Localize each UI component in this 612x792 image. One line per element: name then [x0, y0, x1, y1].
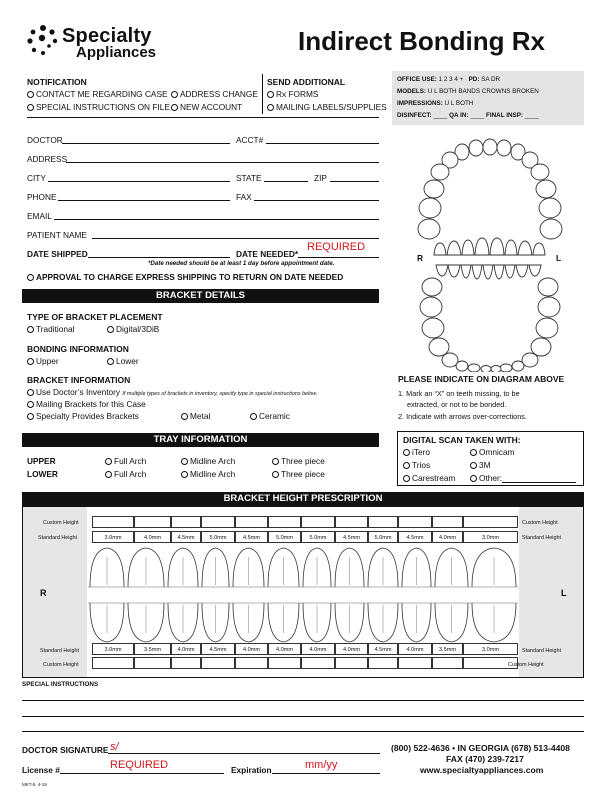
address-label: ADDRESS	[27, 154, 68, 164]
standard-height-cell: 4.0mm	[301, 643, 335, 655]
ceramic-option[interactable]: Ceramic	[250, 411, 290, 421]
special-instructions-line-3[interactable]	[22, 731, 584, 732]
fax-field[interactable]	[254, 200, 379, 201]
radio-circle[interactable]	[27, 104, 34, 111]
metal-option[interactable]: Metal	[181, 411, 210, 421]
license-value: REQUIRED	[110, 759, 169, 771]
radio-circle[interactable]	[105, 471, 112, 478]
diagram-instruction-1b: extracted, or not to be bonded.	[407, 400, 507, 409]
upper-midline-option[interactable]: Midline Arch	[181, 456, 235, 466]
scan-omnicam-option[interactable]: Omnicam	[470, 447, 515, 457]
lower-full-arch-option[interactable]: Full Arch	[105, 469, 146, 479]
radio-circle[interactable]	[272, 458, 279, 465]
date-shipped-field[interactable]	[88, 257, 230, 258]
lower-custom-height-left: Custom Height	[43, 662, 79, 668]
radio-circle[interactable]	[403, 475, 410, 482]
custom-height-cell[interactable]	[92, 657, 134, 669]
standard-height-cell: 3.0mm	[92, 531, 134, 543]
city-label: CITY	[27, 173, 46, 183]
standard-height-cell: 4.5mm	[368, 643, 398, 655]
upper-three-piece-option[interactable]: Three piece	[272, 456, 325, 466]
bracket-details-bar: BRACKET DETAILS	[22, 289, 379, 303]
standard-height-cell: 5.0mm	[368, 531, 398, 543]
radio-circle[interactable]	[107, 326, 114, 333]
standard-height-cell: 4.0mm	[134, 531, 171, 543]
tray-info-bar: TRAY INFORMATION	[22, 433, 379, 447]
custom-height-cell[interactable]	[432, 516, 463, 528]
expiration-field[interactable]	[272, 773, 380, 774]
diagram-instruction-1: 1. Mark an “X” on teeth missing, to be	[398, 389, 520, 398]
radio-circle[interactable]	[27, 389, 34, 396]
send-mailing-option[interactable]: MAILING LABELS/SUPPLIES	[267, 102, 387, 112]
standard-height-cell: 4.5mm	[335, 531, 368, 543]
divider	[262, 74, 263, 114]
state-label: STATE	[236, 173, 262, 183]
standard-height-cell: 3.5mm	[134, 643, 171, 655]
custom-height-cell[interactable]	[463, 657, 518, 669]
radio-circle[interactable]	[403, 449, 410, 456]
acct-field[interactable]	[266, 143, 379, 144]
standard-height-cell: 5.0mm	[301, 531, 335, 543]
radio-circle[interactable]	[403, 462, 410, 469]
expiration-value: mm/yy	[305, 759, 338, 771]
doctor-label: DOCTOR	[27, 135, 63, 145]
date-needed-value: REQUIRED	[307, 241, 366, 253]
upper-custom-height-left: Custom Height	[43, 520, 79, 526]
doctor-signature-label: DOCTOR SIGNATURE	[22, 745, 109, 755]
state-field[interactable]	[264, 181, 308, 182]
email-label: EMAIL	[27, 211, 52, 221]
radio-circle[interactable]	[27, 358, 34, 365]
office-use-box: OFFICE USE: 1 2 3 4 + PD: SA DR MODELS: U L BOTH BANDS CROWNS BROKEN IMPRESSIONS: U L BOTH DISINFECT: ____ QA IN: ____ FINAL INSP: ____	[392, 71, 584, 125]
form-code: MKT-5, 4-19	[22, 782, 47, 787]
standard-height-cell: 4.5mm	[171, 531, 201, 543]
scan-carestream-option[interactable]: Carestream	[403, 473, 455, 483]
special-instructions-line-2[interactable]	[22, 716, 584, 717]
diagram-r-label: R	[417, 253, 423, 263]
date-shipped-label: DATE SHIPPED	[27, 249, 88, 259]
radio-circle[interactable]	[250, 413, 257, 420]
lower-three-piece-option[interactable]: Three piece	[272, 469, 325, 479]
radio-circle[interactable]	[107, 358, 114, 365]
custom-height-cell[interactable]	[134, 657, 171, 669]
date-needed-field[interactable]	[298, 257, 379, 258]
tray-upper-label: UPPER	[27, 456, 56, 466]
radio-circle[interactable]	[272, 471, 279, 478]
radio-circle[interactable]	[27, 401, 34, 408]
logo-line2: Appliances	[76, 44, 157, 61]
custom-height-cell[interactable]	[201, 516, 235, 528]
custom-height-cell[interactable]	[235, 657, 268, 669]
scan-trios-option[interactable]: Trios	[403, 460, 430, 470]
standard-height-cell: 3.0mm	[463, 643, 518, 655]
zip-field[interactable]	[330, 181, 379, 182]
standard-height-cell: 4.0mm	[398, 643, 432, 655]
doctor-field[interactable]	[62, 143, 230, 144]
upper-arch	[418, 139, 562, 239]
bracket-height-bar: BRACKET HEIGHT PRESCRIPTION	[22, 492, 584, 506]
upper-custom-height-right: Custom Height	[522, 520, 558, 526]
radio-circle[interactable]	[27, 274, 34, 281]
contact-website[interactable]: www.specialtyappliances.com	[420, 765, 544, 775]
custom-height-cell[interactable]	[268, 516, 301, 528]
special-instructions-line-1[interactable]	[22, 700, 584, 701]
doctor-signature-field[interactable]	[108, 753, 380, 754]
custom-height-cell[interactable]	[301, 516, 335, 528]
radio-circle[interactable]	[171, 91, 178, 98]
custom-height-cell[interactable]	[235, 516, 268, 528]
custom-height-cell[interactable]	[335, 516, 368, 528]
standard-height-cell: 4.0mm	[268, 643, 301, 655]
standard-height-cell: 4.0mm	[432, 531, 463, 543]
expiration-label: Expiration	[231, 765, 272, 775]
diagram-l-label: L	[556, 253, 562, 263]
acct-label: ACCT#	[236, 135, 264, 145]
scan-itero-option[interactable]: iTero	[403, 447, 430, 457]
height-r-label: R	[40, 588, 47, 598]
teeth-profile-drawing	[88, 545, 518, 645]
custom-height-cell[interactable]	[398, 657, 432, 669]
notify-address-option[interactable]: ADDRESS CHANGE	[171, 89, 258, 99]
radio-circle[interactable]	[181, 458, 188, 465]
contact-phone: (800) 522-4636 • IN GEORGIA (678) 513-4408	[391, 743, 570, 753]
standard-height-cell: 3.0mm	[463, 531, 518, 543]
standard-height-cell: 4.5mm	[201, 643, 235, 655]
radio-circle[interactable]	[27, 91, 34, 98]
custom-height-cell[interactable]	[301, 657, 335, 669]
digital-scan-heading: DIGITAL SCAN TAKEN WITH:	[403, 435, 521, 445]
custom-height-cell[interactable]	[171, 516, 201, 528]
tooth-crowns	[90, 548, 516, 642]
custom-height-cell[interactable]	[398, 516, 432, 528]
diagram-heading: PLEASE INDICATE ON DIAGRAM ABOVE	[398, 374, 565, 384]
placement-traditional-option[interactable]: Traditional	[27, 324, 74, 334]
lower-midline-option[interactable]: Midline Arch	[181, 469, 235, 479]
lower-standard-height-right: Standard Height	[522, 648, 561, 654]
standard-height-cell: 5.0mm	[201, 531, 235, 543]
patient-field[interactable]	[92, 238, 379, 239]
notify-special-option[interactable]: SPECIAL INSTRUCTIONS ON FILE	[27, 102, 170, 112]
phone-label: PHONE	[27, 192, 57, 202]
radio-circle[interactable]	[470, 462, 477, 469]
scan-other-option[interactable]: Other:	[470, 473, 502, 483]
logo-dots-icon	[27, 24, 59, 56]
specialty-provides-option[interactable]: Specialty Provides Brackets	[27, 411, 139, 421]
divider	[27, 117, 379, 118]
radio-circle[interactable]	[27, 326, 34, 333]
email-field[interactable]	[54, 219, 379, 220]
patient-label: PATIENT NAME	[27, 230, 87, 240]
custom-height-cell[interactable]	[201, 657, 235, 669]
upper-standard-height-left: Standard Height	[38, 535, 77, 541]
inventory-note: If multiple types of brackets in inventory, specify type in special instructions below.	[122, 391, 318, 397]
standard-height-cell: 3.0mm	[92, 643, 134, 655]
send-additional-heading: SEND ADDITIONAL	[267, 77, 346, 87]
license-field[interactable]	[60, 773, 224, 774]
placement-heading: TYPE OF BRACKET PLACEMENT	[27, 312, 163, 322]
notify-new-account-option[interactable]: NEW ACCOUNT	[171, 102, 242, 112]
digital-scan-box	[397, 431, 584, 486]
bracket-info-heading: BRACKET INFORMATION	[27, 375, 131, 385]
contact-fax: FAX (470) 239-7217	[446, 754, 524, 764]
date-note: *Date needed should be at least 1 day before appointment date.	[148, 260, 335, 267]
lower-front-teeth	[436, 265, 541, 279]
notification-heading: NOTIFICATION	[27, 77, 87, 87]
use-inventory-option[interactable]: Use Doctor’s Inventory If multiple types of brackets in inventory, specify type in special instructions below.	[27, 387, 317, 397]
address-field[interactable]	[66, 162, 379, 163]
phone-field[interactable]	[58, 200, 230, 201]
custom-height-cell[interactable]	[92, 516, 134, 528]
radio-circle[interactable]	[470, 475, 477, 482]
logo-line1: Specialty	[62, 25, 152, 47]
standard-height-cell: 5.0mm	[268, 531, 301, 543]
height-l-label: L	[561, 588, 567, 598]
notify-contact-option[interactable]: CONTACT ME REGARDING CASE	[27, 89, 168, 99]
standard-height-cell: 4.0mm	[235, 643, 268, 655]
scan-3m-option[interactable]: 3M	[470, 460, 491, 470]
radio-circle[interactable]	[27, 413, 34, 420]
approval-option[interactable]: APPROVAL TO CHARGE EXPRESS SHIPPING TO RETURN ON DATE NEEDED	[27, 272, 343, 282]
radio-circle[interactable]	[171, 104, 178, 111]
custom-height-cell[interactable]	[268, 657, 301, 669]
teeth-diagram[interactable]	[410, 137, 570, 372]
standard-height-cell: 4.5mm	[235, 531, 268, 543]
lower-custom-height-right: Custom Height	[508, 662, 544, 668]
radio-circle[interactable]	[267, 104, 274, 111]
standard-height-cell: 4.0mm	[335, 643, 368, 655]
doctor-signature-value: s/	[110, 741, 119, 753]
scan-other-field[interactable]	[502, 482, 576, 483]
custom-height-cell[interactable]	[335, 657, 368, 669]
standard-height-cell: 3.5mm	[432, 643, 463, 655]
radio-circle[interactable]	[470, 449, 477, 456]
standard-height-cell: 4.5mm	[398, 531, 432, 543]
bonding-heading: BONDING INFORMATION	[27, 344, 129, 354]
special-instructions-label: SPECIAL INSTRUCTIONS	[22, 681, 99, 688]
upper-standard-height-right: Standard Height	[522, 535, 561, 541]
mailing-brackets-option[interactable]: Mailing Brackets for this Case	[27, 399, 146, 409]
custom-height-cell[interactable]	[463, 516, 518, 528]
date-needed-label: DATE NEEDED*	[236, 249, 299, 259]
lower-standard-height-left: Standard Height	[40, 648, 79, 654]
zip-label: ZIP	[314, 173, 327, 183]
bonding-lower-option[interactable]: Lower	[107, 356, 139, 366]
custom-height-cell[interactable]	[432, 657, 463, 669]
diagram-instruction-2: 2. Indicate with arrows over-corrections.	[398, 412, 527, 421]
custom-height-cell[interactable]	[171, 657, 201, 669]
custom-height-cell[interactable]	[134, 516, 171, 528]
standard-height-cell: 4.0mm	[171, 643, 201, 655]
upper-full-arch-option[interactable]: Full Arch	[105, 456, 146, 466]
radio-circle[interactable]	[181, 413, 188, 420]
logo	[27, 22, 187, 67]
custom-height-cell[interactable]	[368, 516, 398, 528]
lower-arch	[420, 278, 560, 372]
city-field[interactable]	[48, 181, 230, 182]
fax-label: FAX	[236, 192, 252, 202]
upper-front-teeth	[434, 238, 545, 255]
send-rx-forms-option[interactable]: Rx FORMS	[267, 89, 318, 99]
tray-lower-label: LOWER	[27, 469, 58, 479]
radio-circle[interactable]	[105, 458, 112, 465]
custom-height-cell[interactable]	[368, 657, 398, 669]
radio-circle[interactable]	[267, 91, 274, 98]
form-title: Indirect Bonding Rx	[298, 26, 545, 56]
license-label: License #	[22, 765, 60, 775]
placement-digital-option[interactable]: Digital/3DiB	[107, 324, 159, 334]
bonding-upper-option[interactable]: Upper	[27, 356, 59, 366]
radio-circle[interactable]	[181, 471, 188, 478]
